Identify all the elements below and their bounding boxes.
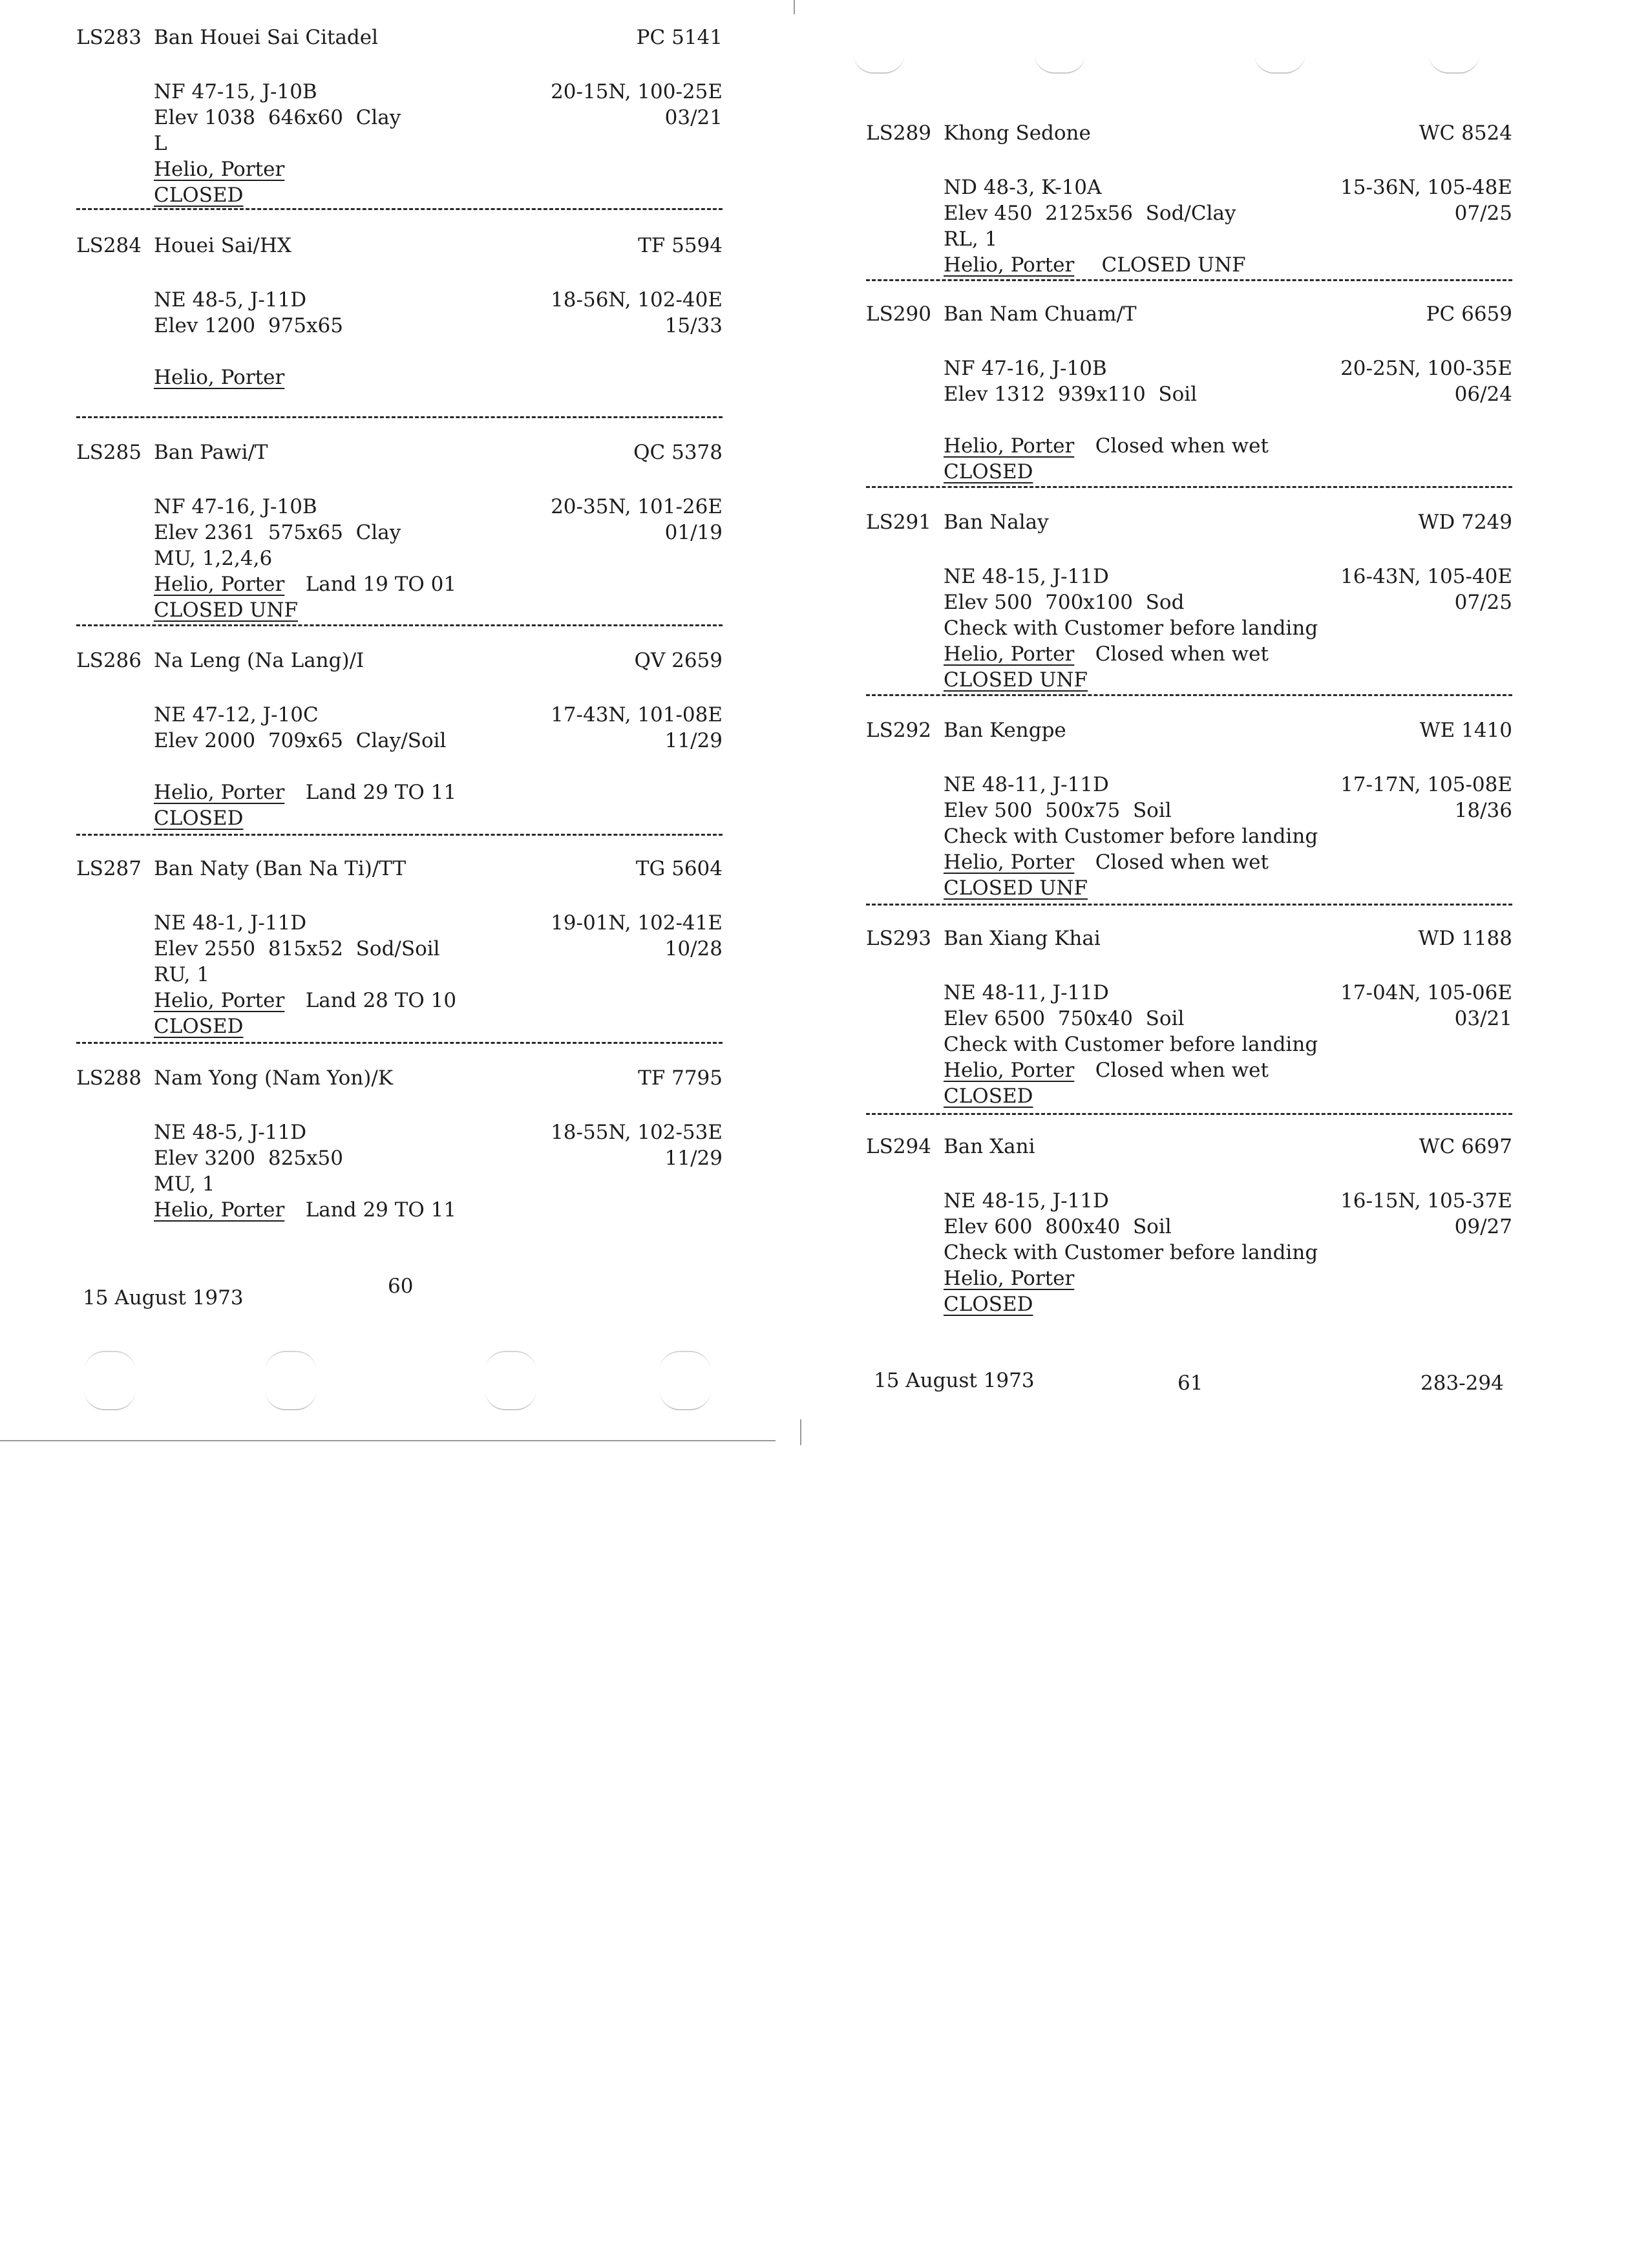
site-code: LS290 (866, 302, 931, 326)
entry-line-value: 19-01N, 102-41E (551, 911, 723, 935)
dashed-separator (76, 416, 723, 418)
entry-header (76, 441, 723, 468)
site-code: LS286 (76, 649, 142, 672)
entry-line (154, 573, 723, 599)
entry-header (866, 302, 1512, 330)
entry-line-value: 15/33 (664, 314, 723, 337)
punch-hole (84, 1351, 136, 1372)
entry-line-text: CLOSED UNF (154, 599, 299, 622)
entry-line-value: 17-17N, 105-08E (1340, 773, 1512, 796)
entry-header (866, 927, 1512, 954)
entry-line (944, 617, 1512, 642)
entry-line (944, 228, 1512, 253)
site-name: Khong Sedone (944, 122, 1091, 145)
entry-line-text: Helio, Porter (154, 573, 285, 596)
entry-line (944, 202, 1512, 228)
entry-line-text: Helio, Porter (944, 1059, 1075, 1082)
entry-line-text: Elev 500 500x75 Soil (944, 799, 1172, 822)
entry-line-value: 11/29 (664, 729, 723, 752)
entry-line (154, 755, 723, 781)
entry-line-value: 20-25N, 100-35E (1340, 357, 1512, 380)
entry-line (154, 937, 723, 963)
entry-line (944, 434, 1512, 460)
entry-line-text: Elev 450 2125x56 Sod/Clay (944, 202, 1236, 225)
entry-line (944, 383, 1512, 408)
dashed-separator (866, 694, 1512, 696)
entry-line-value: 16-43N, 105-40E (1340, 565, 1512, 588)
entry-line-text: NE 48-11, J-11D (944, 773, 1109, 796)
entry-header (76, 649, 723, 676)
entry-line (944, 1241, 1512, 1267)
entry-header (866, 1135, 1512, 1162)
entry-line-value: 07/25 (1454, 202, 1512, 225)
entry-line (944, 825, 1512, 851)
entry-line-text: NE 48-5, J-11D (154, 1121, 307, 1144)
entry-line-text: CLOSED (154, 1015, 244, 1038)
dashed-separator (76, 624, 723, 626)
entry-line-note: Closed when wet (1083, 642, 1269, 666)
punch-hole (853, 53, 905, 74)
grid-reference: QV 2659 (634, 649, 723, 672)
entry-line-value: 18-56N, 102-40E (551, 288, 723, 312)
dashed-separator (866, 1113, 1512, 1115)
entry-line-text: MU, 1,2,4,6 (154, 547, 273, 570)
entry-line-note: Land 19 TO 01 (293, 573, 457, 596)
entry-line-note: Closed when wet (1083, 434, 1269, 458)
entry-line-text: CLOSED (944, 1085, 1033, 1108)
entry-line-value: 07/25 (1454, 591, 1512, 614)
site-name: Nam Yong (Nam Yon)/K (154, 1066, 394, 1090)
entry-line-value: 09/27 (1454, 1215, 1512, 1238)
entry-line-text: Check with Customer before landing (944, 1033, 1318, 1056)
entry-line-text: Elev 500 700x100 Sod (944, 591, 1185, 614)
entry-line-text: Check with Customer before landing (944, 617, 1318, 640)
entry-line-text: NE 48-15, J-11D (944, 1189, 1109, 1213)
entry-line-note: CLOSED UNF (1083, 253, 1246, 277)
punch-hole (265, 1390, 317, 1410)
punch-hole (1254, 53, 1305, 74)
entry-line-note: Closed when wet (1083, 851, 1269, 874)
entry-line-text: Elev 6500 750x40 Soil (944, 1007, 1185, 1030)
entry-line (944, 1085, 1512, 1110)
entry-line-text: Helio, Porter (154, 989, 285, 1012)
grid-reference: TF 5594 (638, 234, 723, 257)
site-code: LS288 (76, 1066, 142, 1090)
entry-line-value: 11/29 (664, 1147, 723, 1170)
site-code: LS293 (866, 927, 931, 950)
entry-line (944, 1033, 1512, 1059)
entry-line (154, 366, 723, 392)
footer-date: 15 August 1973 (874, 1369, 1035, 1392)
entry-line-text: Elev 600 800x40 Soil (944, 1215, 1172, 1238)
entry-line-value: 01/19 (664, 521, 723, 544)
entry-line (154, 158, 723, 184)
entry-line-text: Elev 3200 825x50 (154, 1147, 343, 1170)
footer-range: 283-294 (1421, 1372, 1504, 1395)
dashed-separator (76, 1042, 723, 1044)
grid-reference: WE 1410 (1419, 719, 1512, 742)
entry-line-text: CLOSED (154, 184, 244, 207)
entry-line-text: Elev 1200 975x65 (154, 314, 343, 337)
entry-line (944, 981, 1512, 1007)
entry-line-value: 06/24 (1454, 383, 1512, 406)
entry-line (154, 703, 723, 729)
entry-line-text: Helio, Porter (944, 1267, 1075, 1290)
entry-line-text: Elev 2361 575x65 Clay (154, 521, 401, 544)
site-name: Ban Xani (944, 1135, 1035, 1158)
entry-line-text: NE 48-1, J-11D (154, 911, 307, 935)
site-name: Ban Pawi/T (154, 441, 268, 464)
site-name: Ban Naty (Ban Na Ti)/TT (154, 857, 407, 880)
entry-header (76, 857, 723, 884)
grid-reference: WD 7249 (1418, 511, 1512, 534)
entry-line-text: CLOSED (944, 1293, 1033, 1316)
entry-line (944, 357, 1512, 383)
entry-line (154, 1147, 723, 1172)
grid-reference: WD 1188 (1418, 927, 1512, 950)
entry-line-text: CLOSED UNF (944, 668, 1088, 692)
entry-line-value: 03/21 (664, 106, 723, 129)
entry-line-value: 18-55N, 102-53E (551, 1121, 723, 1144)
entry-line-text: RL, 1 (944, 228, 998, 251)
entry-line-text: NF 47-16, J-10B (154, 495, 317, 518)
entry-line (944, 1215, 1512, 1241)
entry-header (866, 511, 1512, 538)
site-name: Ban Xiang Khai (944, 927, 1101, 950)
entry-line (944, 408, 1512, 434)
entry-line (944, 176, 1512, 202)
grid-reference: WC 6697 (1419, 1135, 1512, 1158)
site-code: LS291 (866, 511, 931, 534)
entry-line (944, 642, 1512, 668)
entry-line (944, 253, 1512, 279)
site-name: Ban Kengpe (944, 719, 1066, 742)
entry-line (154, 1015, 723, 1041)
site-name: Na Leng (Na Lang)/I (154, 649, 364, 672)
site-code: LS285 (76, 441, 142, 464)
entry-line-text: ND 48-3, K-10A (944, 176, 1102, 199)
grid-reference: PC 5141 (636, 26, 723, 49)
entry-line-text: Elev 1312 939x110 Soil (944, 383, 1198, 406)
entry-line-text: Helio, Porter (944, 642, 1075, 666)
page-edge-line (794, 0, 795, 14)
entry-line-text: Helio, Porter (154, 781, 285, 804)
entry-line-text: NE 47-12, J-10C (154, 703, 319, 726)
entry-line-value: 10/28 (664, 937, 723, 960)
site-code: LS292 (866, 719, 931, 742)
entry-line-note: Land 29 TO 11 (293, 781, 457, 804)
entry-line (944, 591, 1512, 617)
entry-line-text: Helio, Porter (154, 158, 285, 181)
entry-line (154, 1172, 723, 1198)
footer-page-number: 60 (388, 1275, 414, 1298)
entry-line-text: NF 47-16, J-10B (944, 357, 1107, 380)
entry-line (944, 773, 1512, 799)
entry-line (154, 547, 723, 573)
grid-reference: WC 8524 (1419, 122, 1512, 145)
entry-line (944, 1059, 1512, 1085)
site-code: LS287 (76, 857, 142, 880)
punch-hole (659, 1390, 711, 1410)
entry-line-text: NE 48-11, J-11D (944, 981, 1109, 1004)
site-code: LS284 (76, 234, 142, 257)
entry-line-text: Helio, Porter (944, 253, 1075, 277)
site-name: Ban Nam Chuam/T (944, 302, 1137, 326)
entry-header (866, 719, 1512, 746)
footer-page-number: 61 (1178, 1372, 1203, 1395)
entry-line (154, 911, 723, 937)
entry-line (154, 106, 723, 132)
entry-line-text: MU, 1 (154, 1172, 215, 1196)
entry-line (154, 80, 723, 106)
entry-line-text: CLOSED UNF (944, 876, 1088, 900)
site-code: LS283 (76, 26, 142, 49)
entry-line-text: NF 47-15, J-10B (154, 80, 317, 103)
entry-line (154, 521, 723, 547)
site-name: Houei Sai/HX (154, 234, 291, 257)
entry-line (944, 565, 1512, 591)
entry-line-text: CLOSED (154, 807, 244, 830)
entry-line (154, 288, 723, 314)
entry-line-value: 20-35N, 101-26E (551, 495, 723, 518)
grid-reference: QC 5378 (633, 441, 723, 464)
entry-line-note: Land 29 TO 11 (293, 1198, 457, 1222)
entry-line (944, 460, 1512, 486)
entry-line (154, 963, 723, 989)
grid-reference: TG 5604 (635, 857, 723, 880)
entry-line (154, 495, 723, 521)
dashed-separator (866, 279, 1512, 281)
entry-header (866, 122, 1512, 149)
entry-line-text: Elev 2550 815x52 Sod/Soil (154, 937, 440, 960)
punch-hole (485, 1390, 536, 1410)
entry-line-text: CLOSED (944, 460, 1033, 483)
entry-line-value: 18/36 (1454, 799, 1512, 822)
entry-header (76, 1066, 723, 1094)
punch-hole (265, 1351, 317, 1372)
entry-line (944, 1007, 1512, 1033)
punch-hole (485, 1351, 536, 1372)
entry-line (944, 1293, 1512, 1319)
entry-line-text: Helio, Porter (154, 366, 285, 389)
grid-reference: PC 6659 (1426, 302, 1512, 326)
punch-hole (659, 1351, 711, 1372)
entry-line (154, 314, 723, 340)
entry-line-text: NE 48-5, J-11D (154, 288, 307, 312)
page-edge-line (0, 1440, 776, 1441)
entry-line-text: Helio, Porter (944, 851, 1075, 874)
entry-line-value: 17-43N, 101-08E (551, 703, 723, 726)
entry-line (154, 132, 723, 158)
entry-line-text: Helio, Porter (154, 1198, 285, 1222)
grid-reference: TF 7795 (638, 1066, 723, 1090)
entry-line (154, 989, 723, 1015)
entry-line-text: Elev 1038 646x60 Clay (154, 106, 401, 129)
site-code: LS294 (866, 1135, 931, 1158)
entry-line-text: Helio, Porter (944, 434, 1075, 458)
site-code: LS289 (866, 122, 931, 145)
entry-line-text: Check with Customer before landing (944, 825, 1318, 848)
entry-line-note: Closed when wet (1083, 1059, 1269, 1082)
entry-line-value: 20-15N, 100-25E (551, 80, 723, 103)
dashed-separator (866, 904, 1512, 906)
entry-line (154, 781, 723, 807)
entry-line (154, 807, 723, 832)
footer-date: 15 August 1973 (83, 1286, 244, 1309)
entry-line (154, 729, 723, 755)
entry-line (944, 1267, 1512, 1293)
site-name: Ban Houei Sai Citadel (154, 26, 379, 49)
entry-line (944, 799, 1512, 825)
punch-hole (1034, 53, 1086, 74)
punch-hole (84, 1390, 136, 1410)
entry-line (154, 599, 723, 624)
entry-line-note: Land 28 TO 10 (293, 989, 457, 1012)
entry-line (944, 851, 1512, 876)
entry-line-value: 17-04N, 105-06E (1340, 981, 1512, 1004)
entry-line-text: NE 48-15, J-11D (944, 565, 1109, 588)
entry-line (154, 184, 723, 209)
entry-line-text: Elev 2000 709x65 Clay/Soil (154, 729, 447, 752)
dashed-separator (866, 486, 1512, 488)
entry-line (944, 668, 1512, 694)
entry-line (944, 876, 1512, 902)
entry-header (76, 234, 723, 261)
entry-line (154, 1198, 723, 1224)
entry-line (154, 340, 723, 366)
entry-line-text: RU, 1 (154, 963, 210, 986)
entry-line-text: L (154, 132, 167, 155)
entry-line-text: Check with Customer before landing (944, 1241, 1318, 1264)
entry-line (944, 1189, 1512, 1215)
punch-hole (1428, 53, 1480, 74)
entry-header (76, 26, 723, 53)
entry-line (154, 1121, 723, 1147)
entry-line-value: 03/21 (1454, 1007, 1512, 1030)
entry-line-value: 16-15N, 105-37E (1340, 1189, 1512, 1213)
site-name: Ban Nalay (944, 511, 1049, 534)
dashed-separator (76, 834, 723, 836)
entry-line-value: 15-36N, 105-48E (1340, 176, 1512, 199)
dashed-separator (76, 208, 723, 210)
page-edge-line (800, 1419, 801, 1445)
